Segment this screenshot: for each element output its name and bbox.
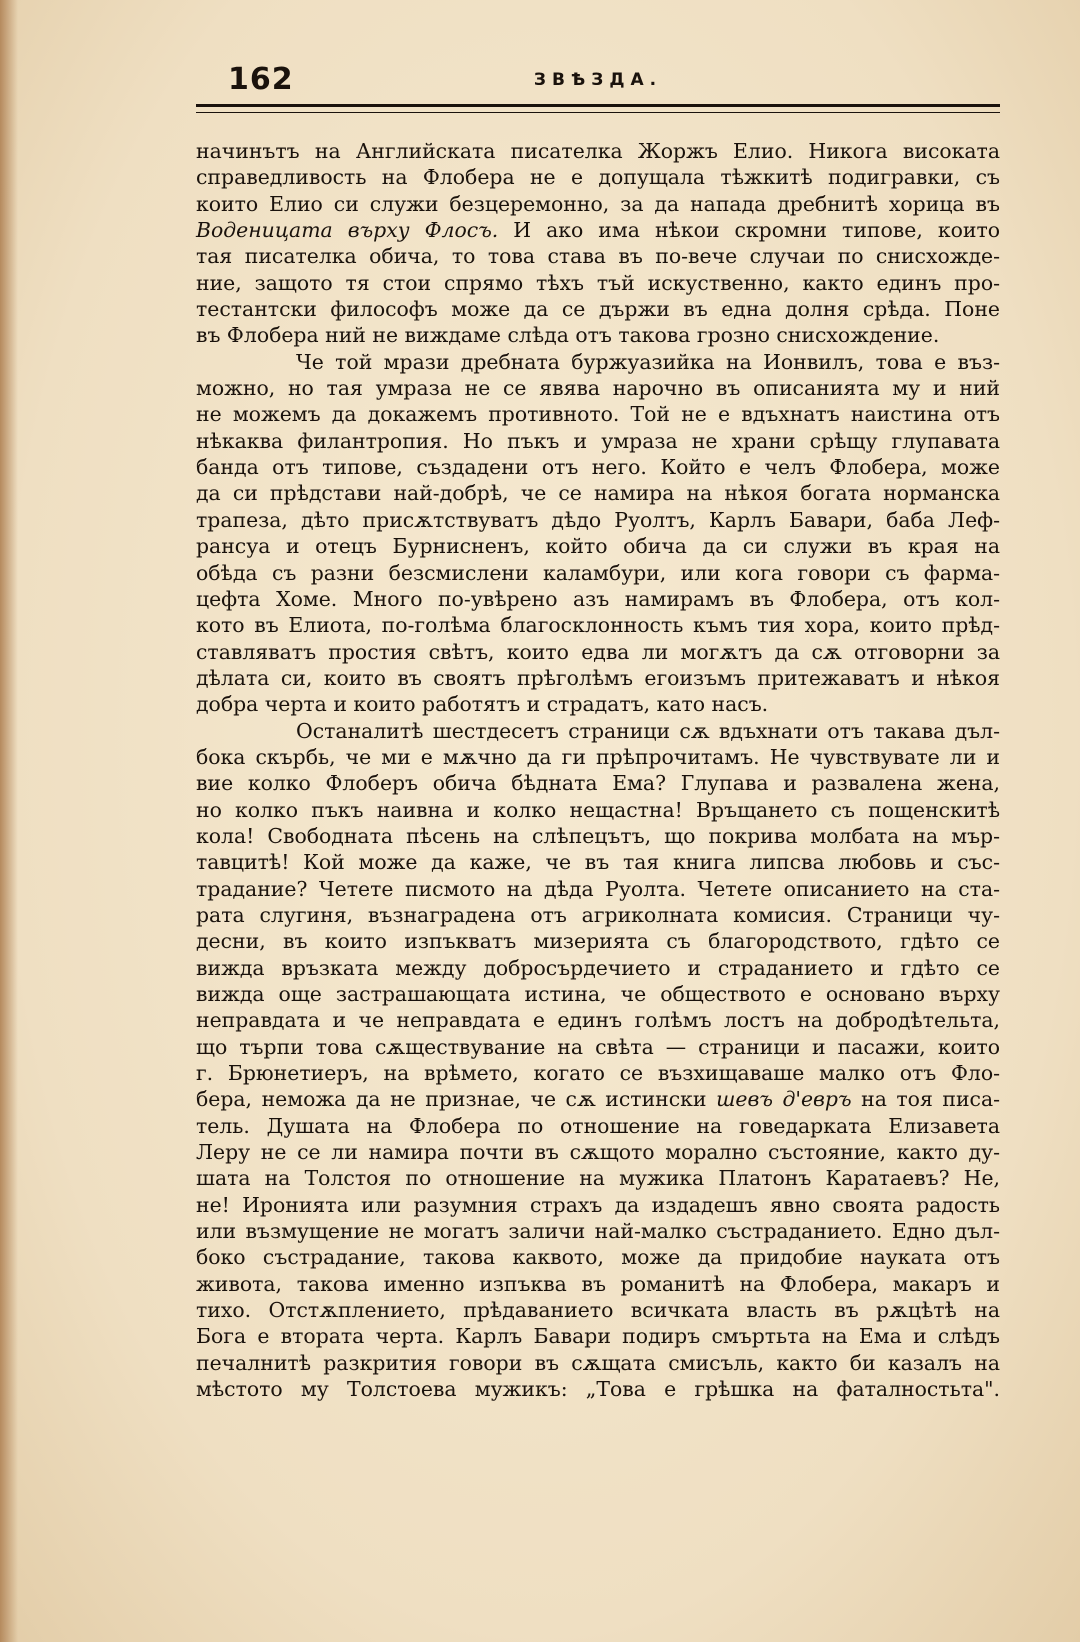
text-line: тавцитѣ! Кой може да каже, че въ тая книга липсва любовь и със-: [196, 850, 1000, 875]
italic-title: шевъ д'евръ: [716, 1087, 852, 1112]
text-line: мѣстото му Толстоева мужикъ: „Това е грѣшка на фаталностьта".: [196, 1377, 1000, 1402]
text-line: ние, защото тя стои спрямо тѣхъ тъй искуственно, както единъ про-: [196, 270, 1000, 295]
text-line: [196, 217, 1000, 243]
text-line: нѣкаква филантропия. Но пъкъ и умраза не храни срѣщу глупавата: [196, 428, 1000, 453]
text-line: но колко пъкъ наивна и колко нещастна! Връщането съ пощенскитѣ: [196, 797, 1000, 822]
page-number: 162: [228, 62, 294, 97]
text-line: вижда още застрашающата истина, че обществото е основано върху: [196, 982, 1000, 1006]
text-line: боко състрадание, такова каквото, може да придобие науката отъ: [196, 1245, 1000, 1270]
text-line: вие колко Флоберъ обича бѣдната Ема? Глупава и развалена жена,: [196, 771, 1000, 796]
header-rule: [196, 104, 1000, 113]
text-line: г. Брюнетиеръ, на врѣмето, когато се възхищаваше малко отъ Фло-: [196, 1061, 1000, 1086]
text-line: обѣда съ разни безсмислени каламбури, или кога говори съ фарма-: [196, 560, 1000, 585]
text-line: десни, въ които изпъкватъ мизерията съ благородството, гдѣто се: [196, 929, 1000, 954]
text-line: Че той мрази дребната буржуазийка на Ионвилъ, това е въз-: [296, 349, 1000, 374]
text-line: кото въ Елиота, по-голѣма благосклонность къмъ тия хора, които прѣд-: [196, 613, 1000, 638]
journal-title: ЗВѢЗДА.: [533, 70, 663, 90]
text-line: Останалитѣ шестдесетъ страници сѫ вдъхнати отъ такава дъл-: [296, 718, 1000, 743]
article-body: [196, 138, 1000, 1403]
text-line: или възмущение не могатъ заличи най-малко състраданието. Едно дъл-: [196, 1219, 1000, 1244]
text-line: не можемъ да докажемъ противното. Той не е вдъхнатъ наистина отъ: [196, 402, 1000, 427]
text-line: вижда връзката между добросърдечието и страданието и гдѣто се: [196, 955, 1000, 980]
text-line: кола! Свободната пѣсень на слѣпецътъ, що покрива молбата на мър-: [196, 823, 1000, 848]
text-line: тель. Душата на Флобера по отношение на говедарката Елизавета: [196, 1113, 1000, 1138]
text-line: не! Иронията или разумния страхъ да издадешъ явно своята радость: [196, 1192, 1000, 1217]
text-line: шата на Толстоя по отношение на мужика Платонъ Каратаевъ? Не,: [196, 1166, 1000, 1191]
text-line: рата слугиня, възнаградена отъ агриколната комисия. Страници чу-: [196, 902, 1000, 927]
text-line: [196, 1086, 1000, 1112]
text-line: неправдата и че неправдата е единъ голѣмъ лостъ на добродѣтельта,: [196, 1008, 1000, 1033]
text-line: бока скърбь, че ми е мѫчно да ги прѣпрочитамъ. Не чувствувате ли и: [196, 744, 1000, 769]
text-line: банда отъ типове, създадени отъ него. Който е челъ Флобера, може: [196, 455, 1000, 480]
text-line: ставляватъ простия свѣтъ, които едва ли могѫтъ да сѫ отговорни за: [196, 639, 1000, 664]
text-line: що търпи това сѫществувание на свѣта — страници и пасажи, които: [196, 1034, 1000, 1059]
text-line: справедливость на Флобера не е допущала тѣжкитѣ подигравки, съ: [196, 165, 1000, 190]
italic-title: Воденицата върху Флосъ.: [196, 218, 499, 243]
text-line: които Елио си служи безцеремонно, за да напада дребнитѣ хорица въ: [196, 191, 1000, 216]
page-header: [196, 62, 1000, 102]
text-line: начинътъ на Английската писателка Жоржъ Елио. Никога високата: [196, 139, 1000, 163]
text-segment: на тоя писа-: [851, 1087, 1001, 1112]
text-line: можно, но тая умраза не се явява нарочно въ описанията му и ний: [196, 376, 1000, 401]
text-line: рансуа и отецъ Бурнисненъ, който обича да си служи въ края на: [196, 534, 1000, 559]
text-line: Леру не се ли намира почти въ сѫщото морално състояние, както ду-: [196, 1140, 1000, 1165]
text-line: тестантски философъ може да се държи въ една долня срѣда. Поне: [196, 297, 1000, 322]
text-line: цефта Хоме. Много по-увѣрено азъ намирамъ въ Флобера, отъ кол-: [196, 586, 1000, 611]
text-segment: И ако има нѣкои скромни типове, които: [498, 218, 1000, 243]
text-line: Бога е втората черта. Карлъ Бавари подиръ смъртьта на Ема и слѣдъ: [196, 1324, 1000, 1349]
text-line: въ Флобера ний не виждаме слѣда отъ такова грозно снисхождение.: [196, 323, 940, 348]
text-line: трапеза, дѣто присѫтствуватъ дѣдо Руолтъ, Карлъ Бавари, баба Леф-: [196, 507, 1000, 532]
text-line: дѣлата си, които въ своятъ прѣголѣмъ егоизъмъ притежаватъ и нѣкоя: [196, 665, 1000, 690]
text-line: добра черта и които работятъ и страдатъ, като насъ.: [196, 692, 769, 717]
text-line: тихо. Отстѫплението, прѣдаванието всичката власть въ рѫцѣтѣ на: [196, 1298, 1000, 1323]
page-edge-shadow: [0, 0, 18, 1642]
text-segment: бера, неможа да не признае, че сѫ истински: [196, 1087, 717, 1112]
text-line: да си прѣдстави най-добрѣ, че се намира на нѣкоя богата норманска: [196, 481, 1000, 506]
text-line: живота, такова именно изпъква въ романитѣ на Флобера, макаръ и: [196, 1271, 1000, 1296]
text-line: печалнитѣ разкрития говори въ сѫщата смисъль, както би казалъ на: [196, 1350, 1000, 1375]
text-line: традание? Четете писмото на дѣда Руолта. Четете описанието на ста-: [196, 876, 1000, 901]
text-line: тая писателка обича, то това става въ по-вече случаи по снисхожде-: [196, 244, 1000, 269]
